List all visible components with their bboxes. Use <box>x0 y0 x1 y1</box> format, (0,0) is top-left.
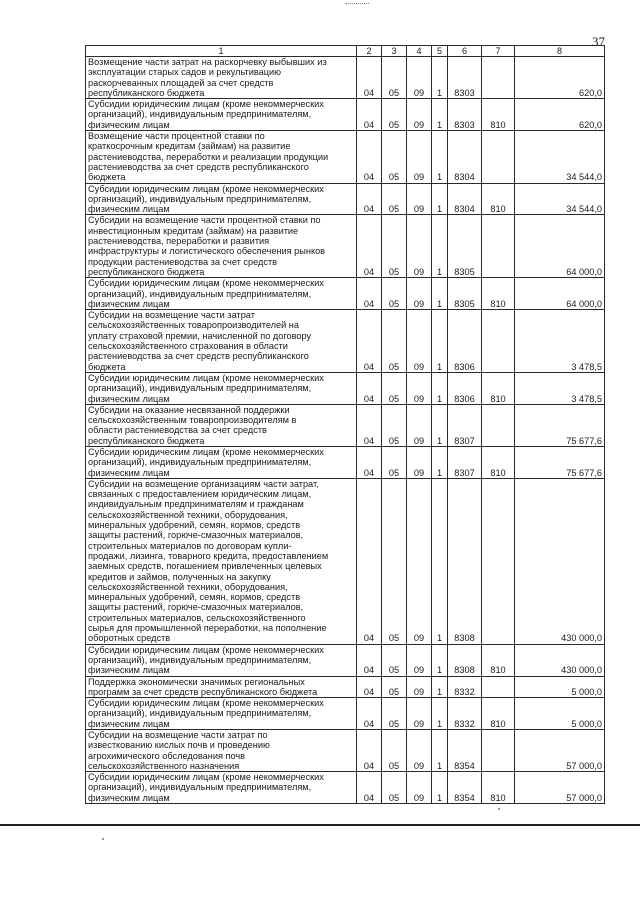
item-name-line: эксплуатации старых садов и рекультивацию <box>88 67 282 78</box>
item-name-cell <box>86 372 357 404</box>
item-name-line: Субсидии на возмещение организациям части затрат, <box>88 478 319 489</box>
subsection-code-cell: 05 <box>382 772 407 804</box>
column-header: 4 <box>407 46 432 57</box>
item-name-line: республиканского бюджета <box>88 87 205 98</box>
program-code-cell: 09 <box>407 730 432 772</box>
item-name-line: известкованию кислых почв и проведению <box>88 740 270 751</box>
subsection-code-cell: 05 <box>382 404 407 446</box>
section-code-cell: 04 <box>357 215 382 278</box>
amount-cell: 57 000,0 <box>515 772 605 804</box>
column-header: 7 <box>482 46 515 57</box>
item-name-line: Субсидии юридическим лицам (кроме некоммерческих <box>88 772 324 783</box>
item-name-line: кредитов и займов, полученных на закупку <box>88 571 271 582</box>
direction-code-cell: 8354 <box>448 772 482 804</box>
subprogram-code-cell: 1 <box>432 278 448 310</box>
section-code-cell: 04 <box>357 310 382 373</box>
subprogram-code-cell: 1 <box>432 310 448 373</box>
item-name-line: растениеводства за счет средств республиканского <box>88 161 309 172</box>
direction-code-cell: 8306 <box>448 310 482 373</box>
amount-cell: 430 000,0 <box>515 644 605 676</box>
direction-code-cell: 8332 <box>448 698 482 730</box>
item-name-line: республиканского бюджета <box>88 266 205 277</box>
item-name-line: продажи, лизинга, товарного кредита, предоставлением <box>88 550 329 561</box>
subprogram-code-cell: 1 <box>432 446 448 478</box>
item-name-line: республиканского бюджета <box>88 435 205 446</box>
direction-code-cell: 8308 <box>448 644 482 676</box>
program-code-cell: 09 <box>407 676 432 698</box>
subsection-code-cell: 05 <box>382 676 407 698</box>
table-row <box>86 278 605 310</box>
column-header: 6 <box>448 46 482 57</box>
item-name-line: Субсидии юридическим лицам (кроме некоммерческих <box>88 446 324 457</box>
item-name-line: заемных средств, погашением привлеченных целевых <box>88 561 322 572</box>
table-row <box>86 99 605 131</box>
section-code-cell: 04 <box>357 131 382 183</box>
section-code-cell: 04 <box>357 698 382 730</box>
item-name-line: защиты растений, горюче-смазочных материалов, <box>88 602 304 613</box>
table-row <box>86 698 605 730</box>
direction-code-cell: 8305 <box>448 278 482 310</box>
table-row <box>86 404 605 446</box>
program-code-cell: 09 <box>407 698 432 730</box>
section-code-cell: 04 <box>357 278 382 310</box>
item-name-line: раскорчеванных площадей за счет средств <box>88 77 274 88</box>
scan-mark <box>345 3 369 4</box>
table-row <box>86 131 605 183</box>
item-name-line: сырья для промышленной переработки, на пополнение <box>88 623 327 634</box>
item-name-line: уплату страховой премии, начисленной по договору <box>88 330 312 341</box>
program-code-cell: 09 <box>407 278 432 310</box>
column-header: 8 <box>515 46 605 57</box>
item-name-line: физическим лицам <box>88 665 170 676</box>
item-name-line: инфраструктуры и логистического обеспечения рынков <box>88 246 326 257</box>
item-name-line: краткосрочным кредитам (займам) на развитие <box>88 141 291 152</box>
program-code-cell: 09 <box>407 183 432 215</box>
item-name-line: бюджета <box>88 172 126 183</box>
program-code-cell: 09 <box>407 644 432 676</box>
item-name-cell <box>86 99 357 131</box>
subprogram-code-cell: 1 <box>432 404 448 446</box>
amount-cell: 620,0 <box>515 57 605 99</box>
expense-type-cell <box>482 730 515 772</box>
subprogram-code-cell: 1 <box>432 698 448 730</box>
program-code-cell: 09 <box>407 478 432 644</box>
subprogram-code-cell: 1 <box>432 772 448 804</box>
item-name-line: Субсидии на возмещение части процентной ставки по <box>88 215 321 226</box>
expense-type-cell <box>482 131 515 183</box>
amount-cell: 5 000,0 <box>515 676 605 698</box>
section-code-cell: 04 <box>357 772 382 804</box>
item-name-cell <box>86 183 357 215</box>
amount-cell: 34 544,0 <box>515 131 605 183</box>
expense-type-cell <box>482 676 515 698</box>
program-code-cell: 09 <box>407 57 432 99</box>
item-name-line: продукции растениеводства за счет средств <box>88 256 278 267</box>
item-name-line: инвестиционным кредитам (займам) на развитие <box>88 225 299 236</box>
subsection-code-cell: 05 <box>382 730 407 772</box>
table-header-row <box>86 46 605 57</box>
expense-type-cell: 810 <box>482 446 515 478</box>
item-name-cell <box>86 676 357 698</box>
item-name-line: Субсидии юридическим лицам (кроме некоммерческих <box>88 372 324 383</box>
subsection-code-cell: 05 <box>382 57 407 99</box>
budget-table <box>85 45 605 804</box>
item-name-cell <box>86 772 357 804</box>
table-row <box>86 57 605 99</box>
subprogram-code-cell: 1 <box>432 676 448 698</box>
item-name-line: строительных материалов, сельскохозяйственного <box>88 612 306 623</box>
table-row <box>86 183 605 215</box>
direction-code-cell: 8307 <box>448 446 482 478</box>
direction-code-cell: 8304 <box>448 131 482 183</box>
subsection-code-cell: 05 <box>382 644 407 676</box>
subprogram-code-cell: 1 <box>432 131 448 183</box>
direction-code-cell: 8305 <box>448 215 482 278</box>
expense-type-cell <box>482 215 515 278</box>
program-code-cell: 09 <box>407 404 432 446</box>
item-name-cell <box>86 446 357 478</box>
item-name-line: сельскохозяйственного назначения <box>88 760 240 771</box>
program-code-cell: 09 <box>407 772 432 804</box>
section-code-cell: 04 <box>357 183 382 215</box>
section-code-cell: 04 <box>357 644 382 676</box>
item-name-line: растениеводства, переработки и развития <box>88 236 270 247</box>
subprogram-code-cell: 1 <box>432 57 448 99</box>
amount-cell: 5 000,0 <box>515 698 605 730</box>
subsection-code-cell: 05 <box>382 183 407 215</box>
subsection-code-cell: 05 <box>382 131 407 183</box>
section-code-cell: 04 <box>357 57 382 99</box>
subprogram-code-cell: 1 <box>432 99 448 131</box>
item-name-cell <box>86 57 357 99</box>
item-name-line: сельскохозяйственных товаропроизводителей на <box>88 320 299 331</box>
item-name-line: физическим лицам <box>88 792 170 803</box>
table-row <box>86 446 605 478</box>
item-name-cell <box>86 478 357 644</box>
subsection-code-cell: 05 <box>382 215 407 278</box>
item-name-line: Поддержка экономически значимых региональных <box>88 676 305 687</box>
expense-type-cell: 810 <box>482 772 515 804</box>
section-code-cell: 04 <box>357 99 382 131</box>
expense-type-cell: 810 <box>482 372 515 404</box>
expense-type-cell: 810 <box>482 644 515 676</box>
item-name-cell <box>86 215 357 278</box>
direction-code-cell: 8303 <box>448 57 482 99</box>
page-bottom-edge <box>0 824 640 826</box>
item-name-line: Субсидии юридическим лицам (кроме некоммерческих <box>88 698 324 709</box>
item-name-line: агрохимического обследования почв <box>88 750 246 761</box>
subsection-code-cell: 05 <box>382 446 407 478</box>
item-name-line: физическим лицам <box>88 119 170 130</box>
item-name-line: сельскохозяйственного страхования в области <box>88 341 288 352</box>
section-code-cell: 04 <box>357 478 382 644</box>
expense-type-cell: 810 <box>482 698 515 730</box>
column-header: 1 <box>86 46 357 57</box>
scan-speck <box>498 808 500 810</box>
subsection-code-cell: 05 <box>382 372 407 404</box>
expense-type-cell <box>482 478 515 644</box>
item-name-line: индивидуальным предпринимателям и гражданам <box>88 499 304 510</box>
expense-type-cell <box>482 310 515 373</box>
item-name-cell <box>86 644 357 676</box>
section-code-cell: 04 <box>357 404 382 446</box>
item-name-line: организаций), индивидуальным предпринимателям, <box>88 383 312 394</box>
page-number: 37 <box>592 34 605 49</box>
item-name-line: сельскохозяйственной техники, оборудования, <box>88 581 288 592</box>
program-code-cell: 09 <box>407 446 432 478</box>
amount-cell: 75 677,6 <box>515 446 605 478</box>
subprogram-code-cell: 1 <box>432 730 448 772</box>
expense-type-cell: 810 <box>482 99 515 131</box>
table-row <box>86 372 605 404</box>
table-row <box>86 215 605 278</box>
item-name-line: физическим лицам <box>88 298 170 309</box>
direction-code-cell: 8308 <box>448 478 482 644</box>
item-name-line: организаций), индивидуальным предпринимателям, <box>88 193 312 204</box>
expense-type-cell <box>482 404 515 446</box>
subprogram-code-cell: 1 <box>432 644 448 676</box>
amount-cell: 57 000,0 <box>515 730 605 772</box>
item-name-line: организаций), индивидуальным предпринимателям, <box>88 457 312 468</box>
item-name-line: Субсидии юридическим лицам (кроме некоммерческих <box>88 278 324 289</box>
item-name-line: организаций), индивидуальным предпринимателям, <box>88 708 312 719</box>
column-header: 5 <box>432 46 448 57</box>
direction-code-cell: 8306 <box>448 372 482 404</box>
item-name-line: организаций), индивидуальным предпринимателям, <box>88 654 312 665</box>
subsection-code-cell: 05 <box>382 698 407 730</box>
table-row <box>86 310 605 373</box>
item-name-line: Субсидии на возмещение части затрат по <box>88 730 268 740</box>
amount-cell: 75 677,6 <box>515 404 605 446</box>
item-name-line: строительных материалов по договорам купли- <box>88 540 292 551</box>
item-name-line: физическим лицам <box>88 393 170 404</box>
section-code-cell: 04 <box>357 676 382 698</box>
item-name-line: защиты растений, горюче-смазочных материалов, <box>88 530 304 541</box>
direction-code-cell: 8304 <box>448 183 482 215</box>
program-code-cell: 09 <box>407 372 432 404</box>
item-name-cell <box>86 131 357 183</box>
expense-type-cell: 810 <box>482 183 515 215</box>
expense-type-cell <box>482 57 515 99</box>
item-name-cell <box>86 730 357 772</box>
amount-cell: 430 000,0 <box>515 478 605 644</box>
item-name-cell <box>86 278 357 310</box>
item-name-line: оборотных средств <box>88 633 171 644</box>
section-code-cell: 04 <box>357 372 382 404</box>
table-row <box>86 478 605 644</box>
subprogram-code-cell: 1 <box>432 183 448 215</box>
program-code-cell: 09 <box>407 99 432 131</box>
subsection-code-cell: 05 <box>382 278 407 310</box>
amount-cell: 620,0 <box>515 99 605 131</box>
item-name-line: Возмещение части процентной ставки по <box>88 131 265 142</box>
direction-code-cell: 8303 <box>448 99 482 131</box>
program-code-cell: 09 <box>407 131 432 183</box>
item-name-line: сельскохозяйственной техники, оборудования, <box>88 509 288 520</box>
amount-cell: 34 544,0 <box>515 183 605 215</box>
item-name-cell <box>86 310 357 373</box>
amount-cell: 64 000,0 <box>515 215 605 278</box>
item-name-line: области растениеводства за счет средств <box>88 425 267 436</box>
subsection-code-cell: 05 <box>382 99 407 131</box>
direction-code-cell: 8354 <box>448 730 482 772</box>
item-name-line: организаций), индивидуальным предпринимателям, <box>88 288 312 299</box>
item-name-line: растениеводства, переработки и реализации продукции <box>88 151 329 162</box>
table-row <box>86 730 605 772</box>
item-name-line: программ за счет средств республиканского бюджета <box>88 686 318 697</box>
subprogram-code-cell: 1 <box>432 372 448 404</box>
item-name-cell <box>86 698 357 730</box>
item-name-line: минеральных удобрений, семян, кормов, средств <box>88 520 301 531</box>
expense-type-cell: 810 <box>482 278 515 310</box>
table-row <box>86 676 605 698</box>
item-name-line: минеральных удобрений, семян, кормов, средств <box>88 592 301 603</box>
item-name-line: Возмещение части затрат на раскорчевку выбывших из <box>88 57 327 67</box>
amount-cell: 3 478,5 <box>515 372 605 404</box>
item-name-line: Субсидии юридическим лицам (кроме некоммерческих <box>88 99 324 110</box>
item-name-line: Субсидии юридическим лицам (кроме некоммерческих <box>88 183 324 194</box>
item-name-line: Субсидии на возмещение части затрат <box>88 310 255 321</box>
table-row <box>86 772 605 804</box>
item-name-line: физическим лицам <box>88 467 170 478</box>
item-name-line: организаций), индивидуальным предпринимателям, <box>88 109 312 120</box>
subprogram-code-cell: 1 <box>432 478 448 644</box>
scan-speck <box>102 838 104 840</box>
amount-cell: 64 000,0 <box>515 278 605 310</box>
program-code-cell: 09 <box>407 215 432 278</box>
item-name-cell <box>86 404 357 446</box>
item-name-line: Субсидии на оказание несвязанной поддержки <box>88 404 290 415</box>
amount-cell: 3 478,5 <box>515 310 605 373</box>
item-name-line: организаций), индивидуальным предпринимателям, <box>88 782 312 793</box>
subprogram-code-cell: 1 <box>432 215 448 278</box>
item-name-line: бюджета <box>88 361 126 372</box>
item-name-line: Субсидии юридическим лицам (кроме некоммерческих <box>88 644 324 655</box>
section-code-cell: 04 <box>357 730 382 772</box>
column-header: 3 <box>382 46 407 57</box>
item-name-line: растениеводства за счет средств республиканского <box>88 351 309 362</box>
section-code-cell: 04 <box>357 446 382 478</box>
item-name-line: физическим лицам <box>88 204 170 215</box>
direction-code-cell: 8332 <box>448 676 482 698</box>
column-header: 2 <box>357 46 382 57</box>
item-name-line: сельскохозяйственным товаропроизводителям в <box>88 415 297 426</box>
table-row <box>86 644 605 676</box>
direction-code-cell: 8307 <box>448 404 482 446</box>
subsection-code-cell: 05 <box>382 478 407 644</box>
program-code-cell: 09 <box>407 310 432 373</box>
item-name-line: связанных с предоставлением юридическим лицам, <box>88 489 312 500</box>
subsection-code-cell: 05 <box>382 310 407 373</box>
item-name-line: физическим лицам <box>88 718 170 729</box>
